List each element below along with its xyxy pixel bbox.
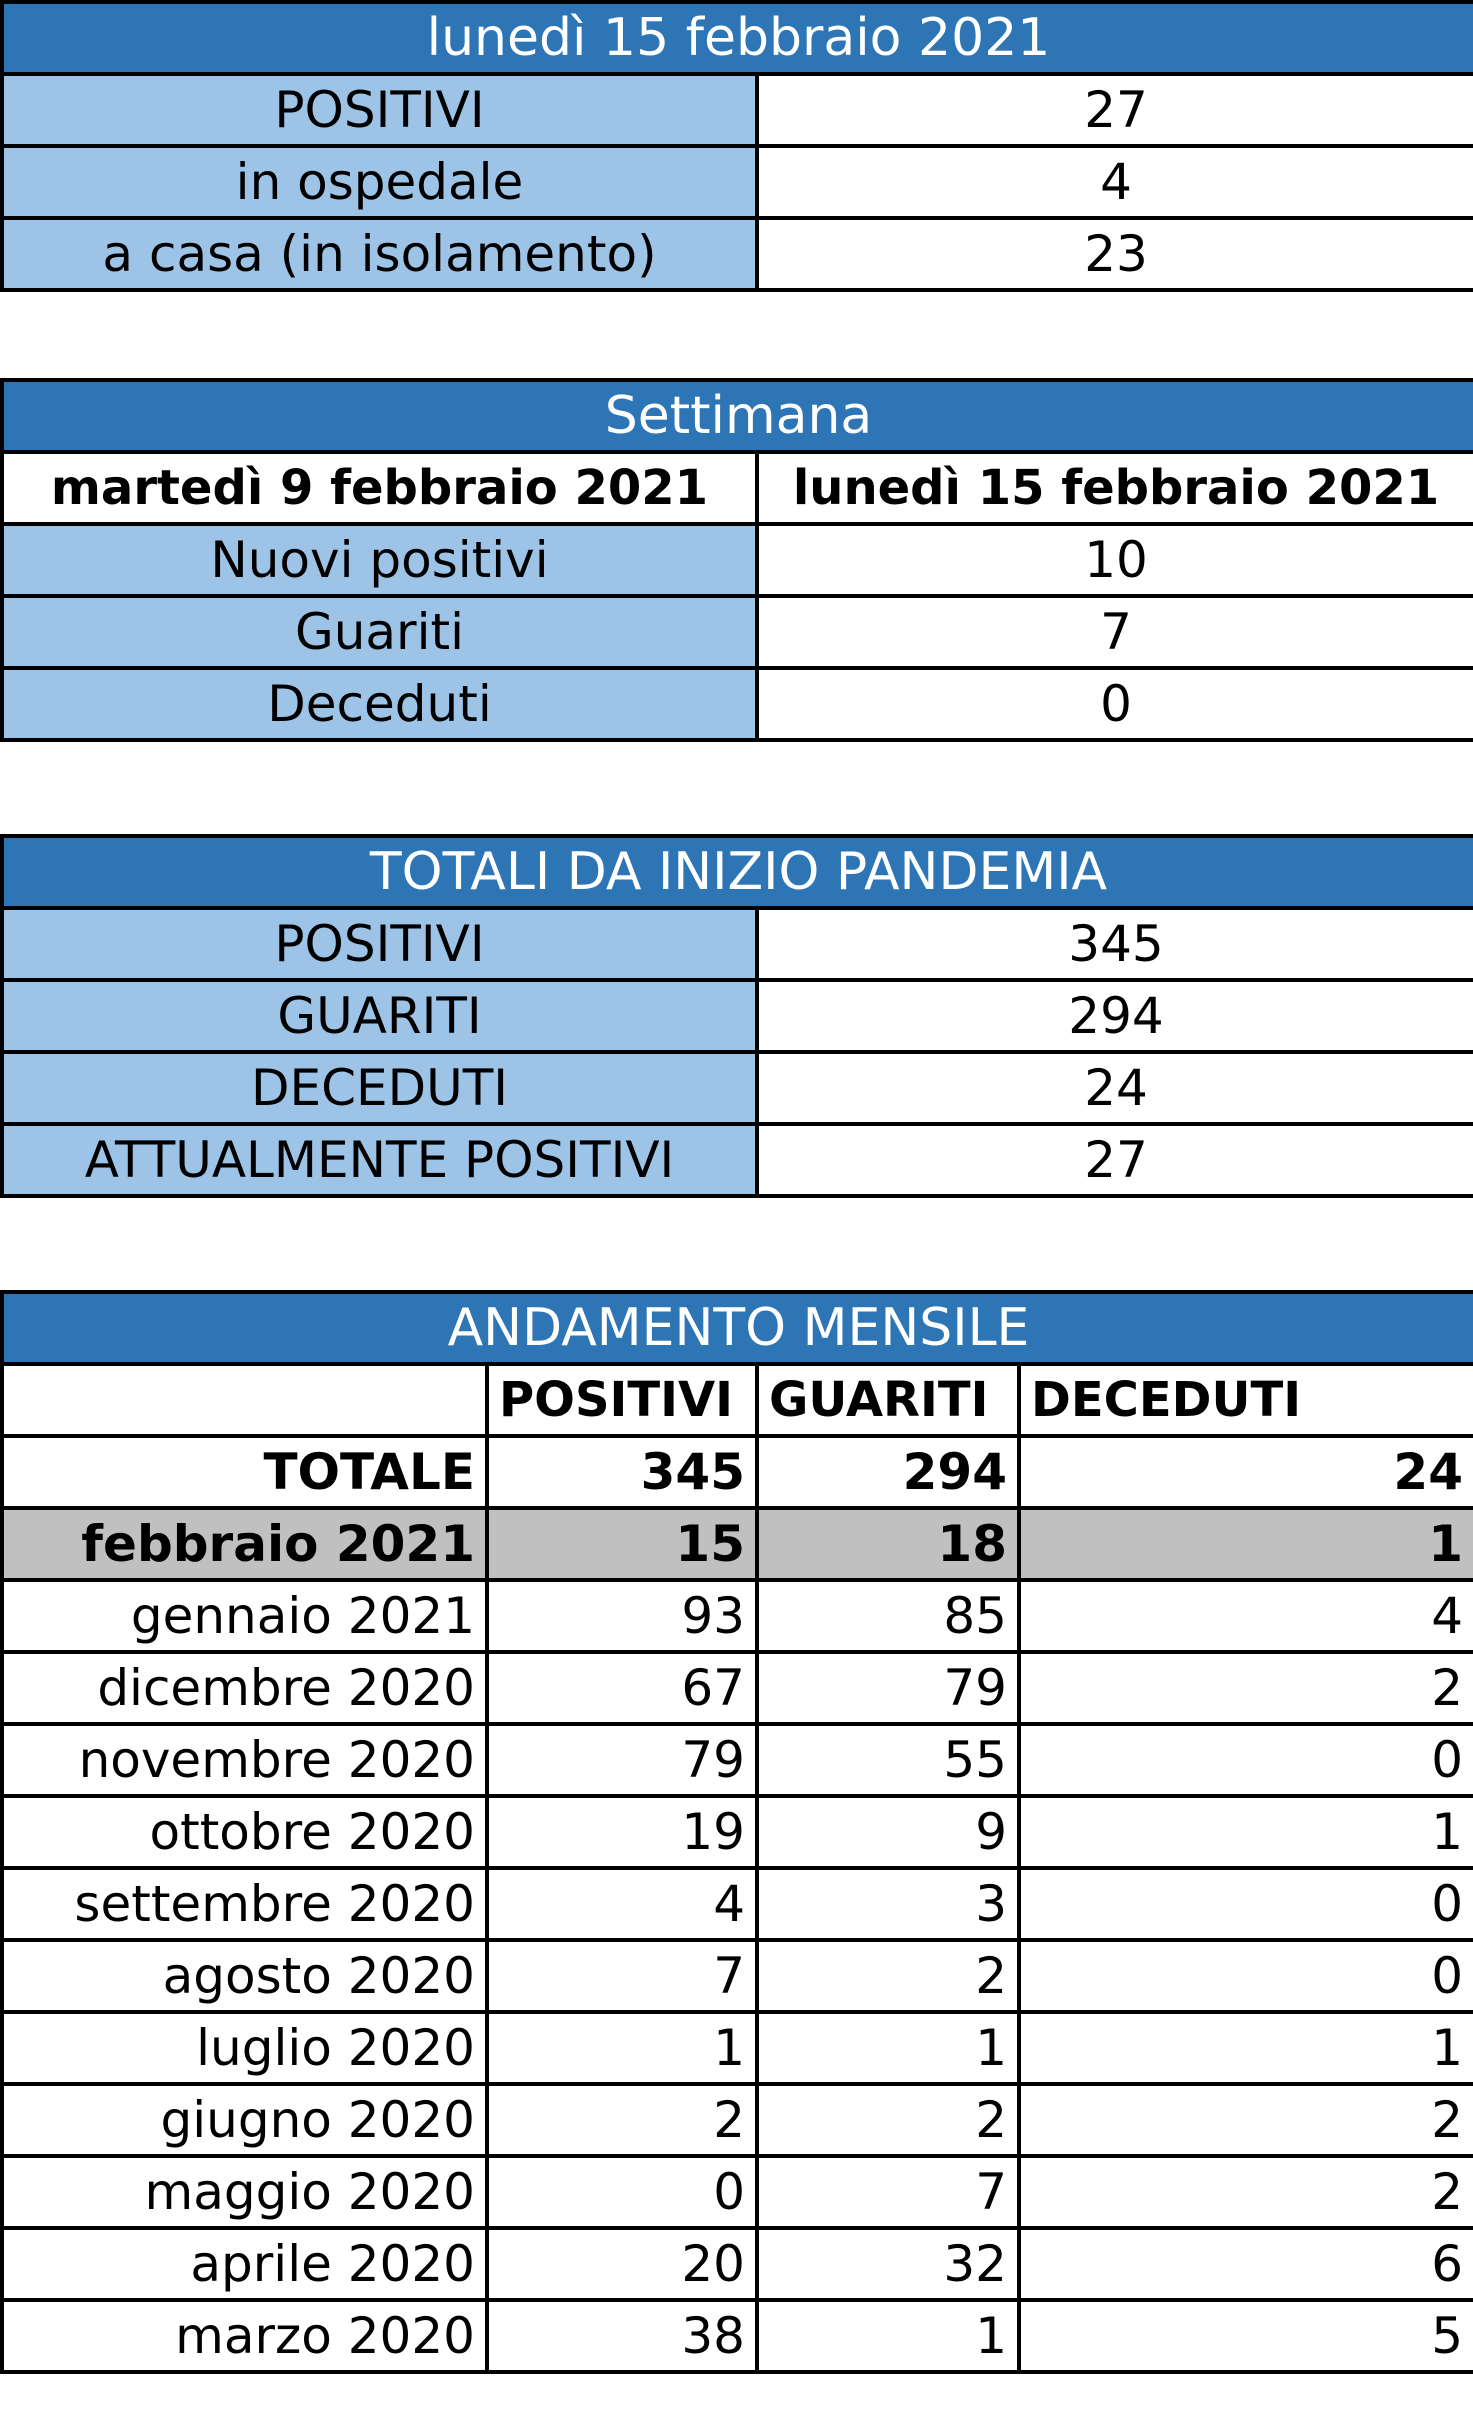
monthly-deceduti-cell: 5 xyxy=(1019,2300,1473,2372)
monthly-positivi-cell: 79 xyxy=(487,1724,757,1796)
monthly-row xyxy=(2,1796,1473,1868)
monthly-header-row xyxy=(2,1364,1473,1436)
monthly-guariti-cell: 32 xyxy=(757,2228,1019,2300)
monthly-total-label: TOTALE xyxy=(2,1436,487,1508)
monthly-row xyxy=(2,1508,1473,1580)
monthly-row xyxy=(2,2084,1473,2156)
daily-label: in ospedale xyxy=(2,146,757,218)
monthly-deceduti-cell: 2 xyxy=(1019,1652,1473,1724)
weekly-value: 0 xyxy=(757,668,1473,740)
weekly-value: 7 xyxy=(757,596,1473,668)
daily-table xyxy=(0,0,1473,292)
weekly-to-date: lunedì 15 febbraio 2021 xyxy=(757,452,1473,524)
weekly-value: 10 xyxy=(757,524,1473,596)
monthly-positivi-cell: 38 xyxy=(487,2300,757,2372)
monthly-month-label: maggio 2020 xyxy=(2,2156,487,2228)
monthly-row xyxy=(2,1940,1473,2012)
monthly-guariti-cell: 85 xyxy=(757,1580,1019,1652)
totals-label: DECEDUTI xyxy=(2,1052,757,1124)
monthly-row xyxy=(2,2228,1473,2300)
monthly-guariti-cell: 1 xyxy=(757,2300,1019,2372)
weekly-row xyxy=(2,668,1473,740)
monthly-row xyxy=(2,1652,1473,1724)
monthly-positivi-cell: 93 xyxy=(487,1580,757,1652)
weekly-label: Deceduti xyxy=(2,668,757,740)
monthly-guariti-cell: 3 xyxy=(757,1868,1019,1940)
totals-label: POSITIVI xyxy=(2,908,757,980)
totals-value: 27 xyxy=(757,1124,1473,1196)
daily-value: 4 xyxy=(757,146,1473,218)
monthly-header-empty xyxy=(2,1364,487,1436)
monthly-positivi-cell: 7 xyxy=(487,1940,757,2012)
totals-row xyxy=(2,980,1473,1052)
monthly-deceduti-cell: 0 xyxy=(1019,1724,1473,1796)
monthly-month-label: aprile 2020 xyxy=(2,2228,487,2300)
totals-value: 294 xyxy=(757,980,1473,1052)
weekly-label: Nuovi positivi xyxy=(2,524,757,596)
totals-title: TOTALI DA INIZIO PANDEMIA xyxy=(2,836,1473,908)
monthly-month-label: agosto 2020 xyxy=(2,1940,487,2012)
monthly-positivi-cell: 2 xyxy=(487,2084,757,2156)
monthly-deceduti-cell: 2 xyxy=(1019,2084,1473,2156)
monthly-positivi-cell: 67 xyxy=(487,1652,757,1724)
daily-title-row xyxy=(2,2,1473,74)
monthly-positivi-cell: 20 xyxy=(487,2228,757,2300)
totals-row xyxy=(2,1052,1473,1124)
weekly-table xyxy=(0,378,1473,742)
monthly-title-row xyxy=(2,1292,1473,1364)
monthly-deceduti-cell: 1 xyxy=(1019,1796,1473,1868)
monthly-positivi-cell: 19 xyxy=(487,1796,757,1868)
monthly-month-label: settembre 2020 xyxy=(2,1868,487,1940)
monthly-deceduti-cell: 4 xyxy=(1019,1580,1473,1652)
monthly-total-guariti: 294 xyxy=(757,1436,1019,1508)
totals-row xyxy=(2,1124,1473,1196)
monthly-month-label: luglio 2020 xyxy=(2,2012,487,2084)
monthly-rows xyxy=(2,1508,1473,2372)
weekly-title: Settimana xyxy=(2,380,1473,452)
monthly-row xyxy=(2,1580,1473,1652)
monthly-guariti-cell: 2 xyxy=(757,1940,1019,2012)
monthly-month-label: febbraio 2021 xyxy=(2,1508,487,1580)
monthly-guariti-cell: 7 xyxy=(757,2156,1019,2228)
monthly-month-label: marzo 2020 xyxy=(2,2300,487,2372)
monthly-deceduti-cell: 0 xyxy=(1019,1940,1473,2012)
weekly-from-date: martedì 9 febbraio 2021 xyxy=(2,452,757,524)
monthly-total-positivi: 345 xyxy=(487,1436,757,1508)
monthly-header-deceduti: DECEDUTI xyxy=(1019,1364,1473,1436)
totals-label: GUARITI xyxy=(2,980,757,1052)
weekly-row xyxy=(2,596,1473,668)
weekly-title-row xyxy=(2,380,1473,452)
monthly-row xyxy=(2,2012,1473,2084)
daily-row xyxy=(2,74,1473,146)
monthly-month-label: ottobre 2020 xyxy=(2,1796,487,1868)
daily-label: a casa (in isolamento) xyxy=(2,218,757,290)
weekly-label: Guariti xyxy=(2,596,757,668)
totals-value: 345 xyxy=(757,908,1473,980)
monthly-positivi-cell: 1 xyxy=(487,2012,757,2084)
monthly-month-label: dicembre 2020 xyxy=(2,1652,487,1724)
totals-label: ATTUALMENTE POSITIVI xyxy=(2,1124,757,1196)
weekly-range-row xyxy=(2,452,1473,524)
totals-title-row xyxy=(2,836,1473,908)
monthly-guariti-cell: 1 xyxy=(757,2012,1019,2084)
monthly-row xyxy=(2,2156,1473,2228)
daily-value: 23 xyxy=(757,218,1473,290)
monthly-table xyxy=(0,1290,1473,2374)
monthly-row xyxy=(2,2300,1473,2372)
totals-table xyxy=(0,834,1473,1198)
monthly-guariti-cell: 18 xyxy=(757,1508,1019,1580)
totals-row xyxy=(2,908,1473,980)
monthly-deceduti-cell: 0 xyxy=(1019,1868,1473,1940)
monthly-guariti-cell: 79 xyxy=(757,1652,1019,1724)
monthly-header-guariti: GUARITI xyxy=(757,1364,1019,1436)
daily-row xyxy=(2,146,1473,218)
monthly-guariti-cell: 2 xyxy=(757,2084,1019,2156)
monthly-month-label: novembre 2020 xyxy=(2,1724,487,1796)
monthly-row xyxy=(2,1724,1473,1796)
monthly-header-positivi: POSITIVI xyxy=(487,1364,757,1436)
monthly-deceduti-cell: 1 xyxy=(1019,2012,1473,2084)
monthly-total-deceduti: 24 xyxy=(1019,1436,1473,1508)
monthly-title: ANDAMENTO MENSILE xyxy=(2,1292,1473,1364)
monthly-deceduti-cell: 1 xyxy=(1019,1508,1473,1580)
daily-label: POSITIVI xyxy=(2,74,757,146)
daily-title: lunedì 15 febbraio 2021 xyxy=(2,2,1473,74)
daily-row xyxy=(2,218,1473,290)
daily-value: 27 xyxy=(757,74,1473,146)
monthly-positivi-cell: 15 xyxy=(487,1508,757,1580)
weekly-row xyxy=(2,524,1473,596)
monthly-row xyxy=(2,1868,1473,1940)
totals-value: 24 xyxy=(757,1052,1473,1124)
monthly-month-label: giugno 2020 xyxy=(2,2084,487,2156)
monthly-guariti-cell: 55 xyxy=(757,1724,1019,1796)
monthly-deceduti-cell: 6 xyxy=(1019,2228,1473,2300)
monthly-positivi-cell: 4 xyxy=(487,1868,757,1940)
monthly-deceduti-cell: 2 xyxy=(1019,2156,1473,2228)
monthly-month-label: gennaio 2021 xyxy=(2,1580,487,1652)
monthly-total-row xyxy=(2,1436,1473,1508)
monthly-positivi-cell: 0 xyxy=(487,2156,757,2228)
monthly-guariti-cell: 9 xyxy=(757,1796,1019,1868)
